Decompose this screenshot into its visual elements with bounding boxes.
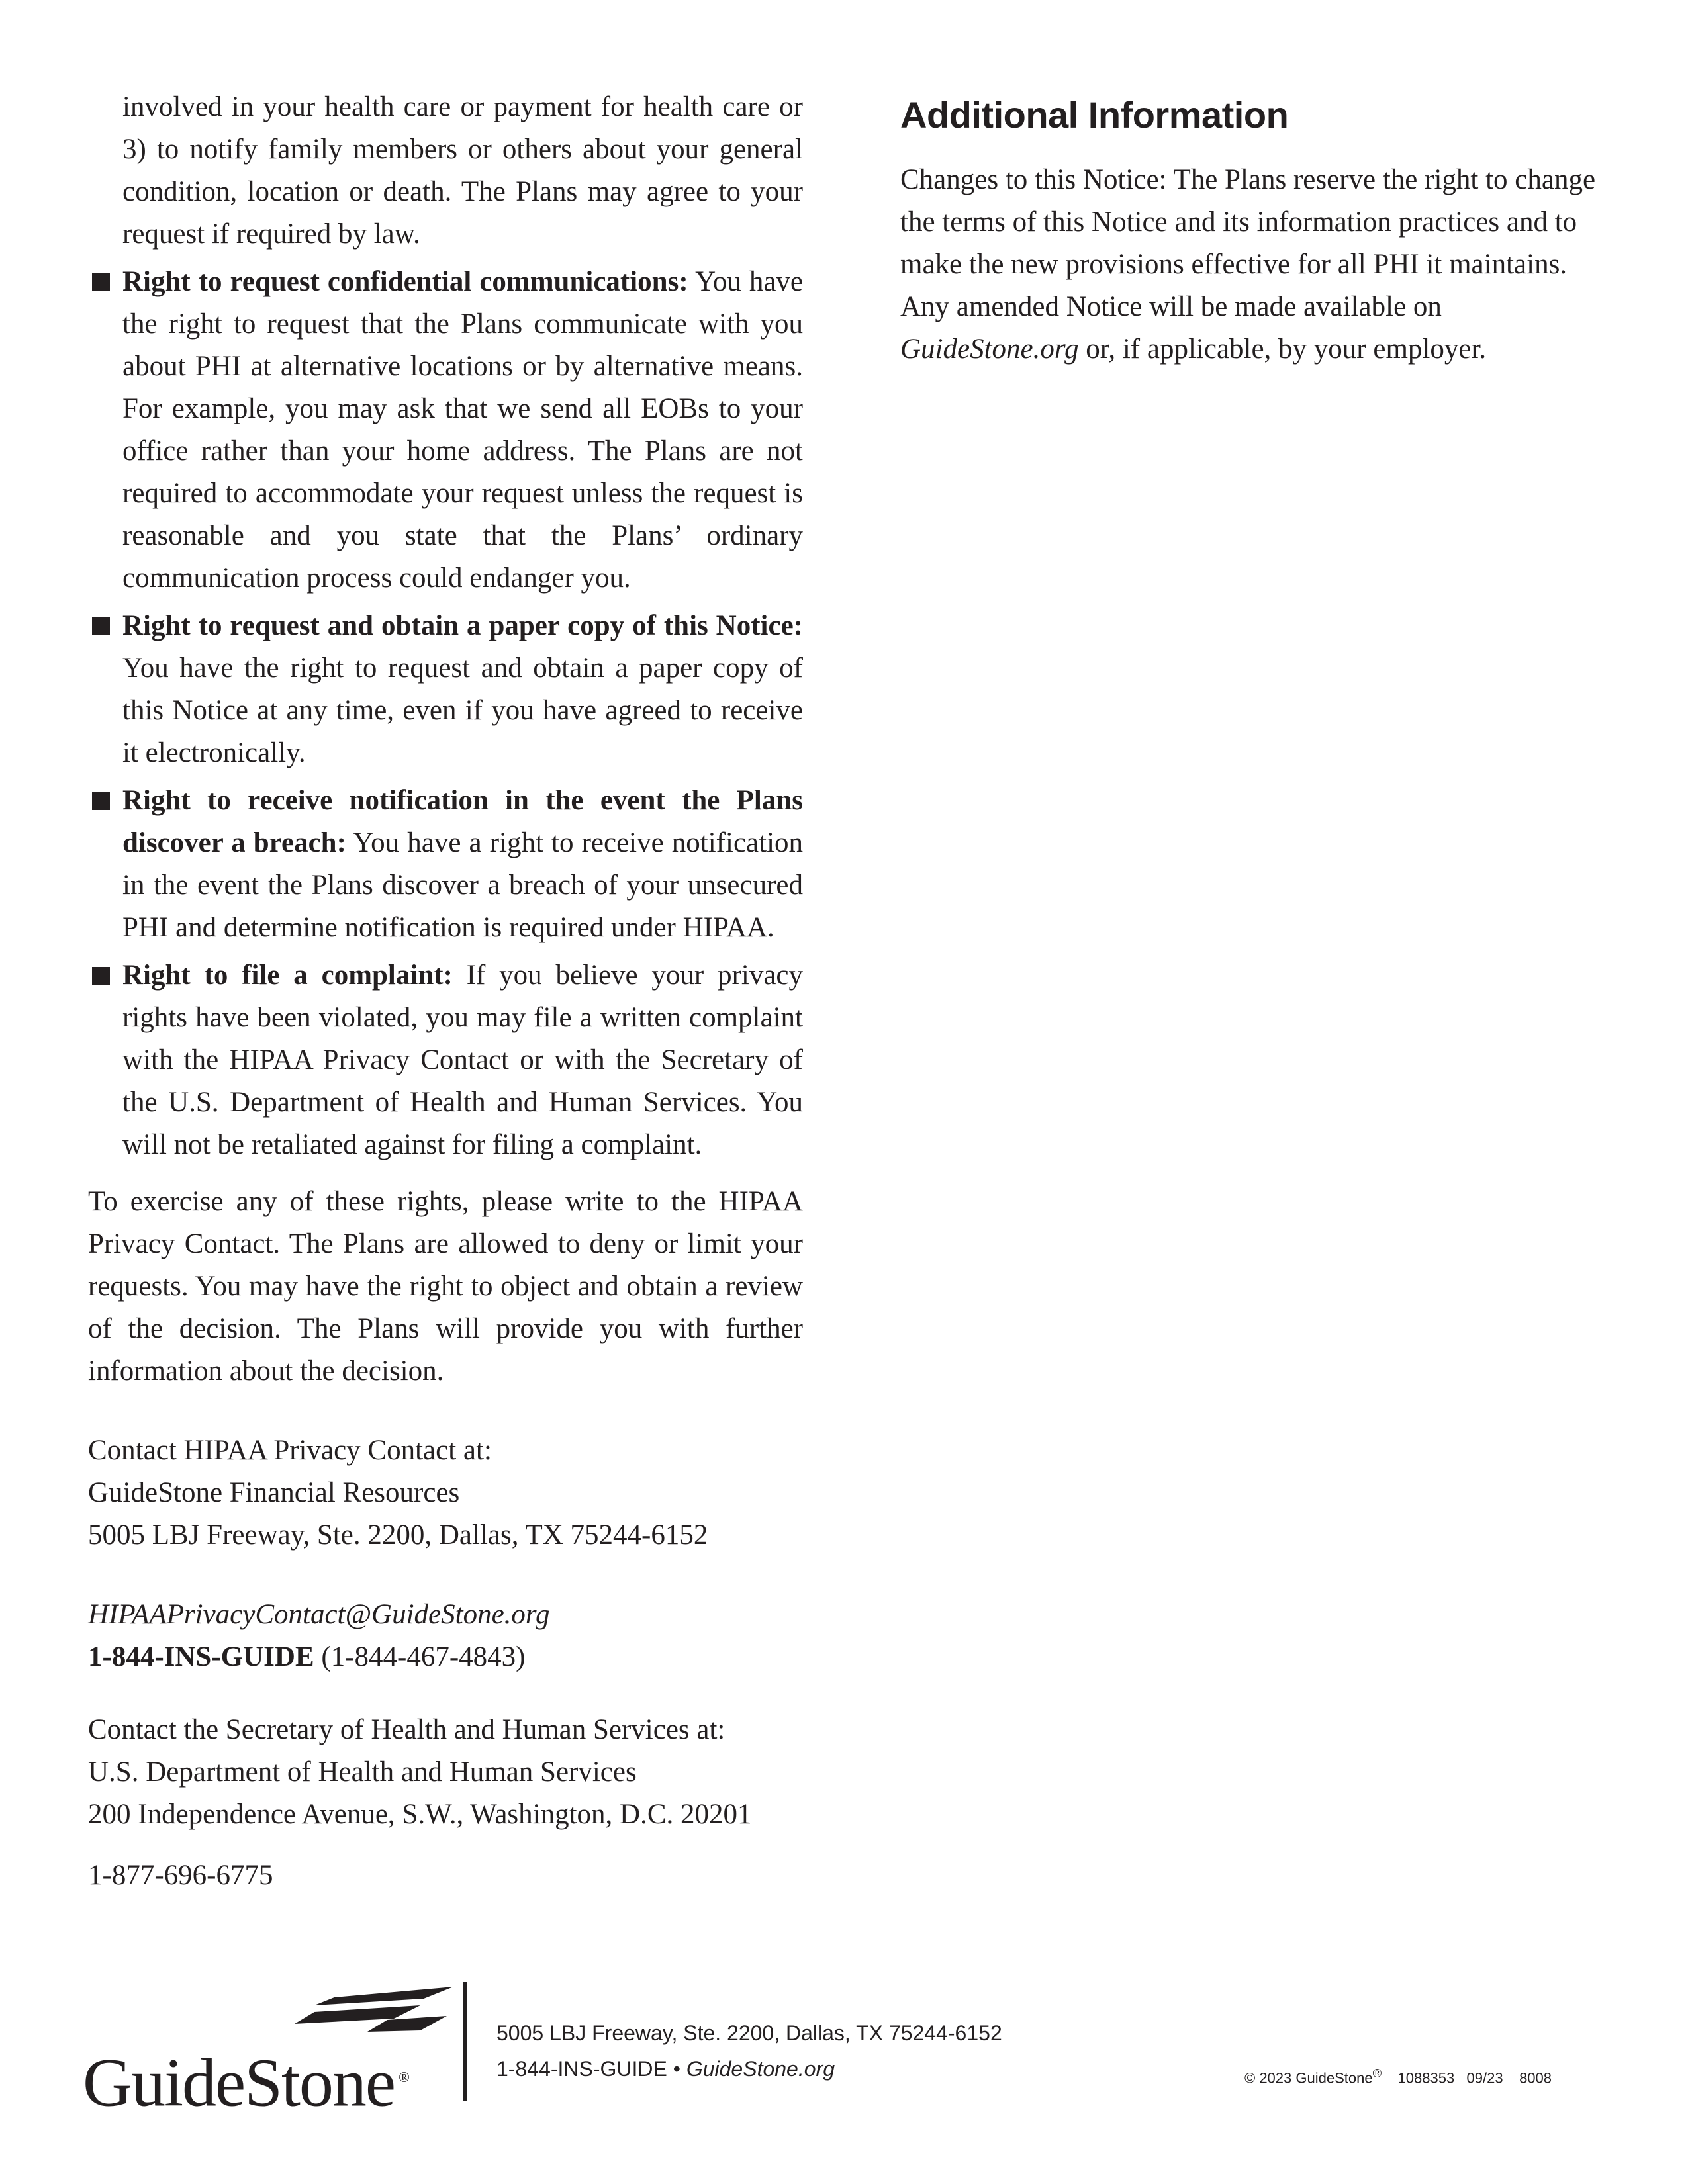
footer-address: 5005 LBJ Freeway, Ste. 2200, Dallas, TX 75244-6152 bbox=[496, 2021, 1002, 2045]
footer-contact bbox=[496, 2015, 1002, 2087]
privacy-contact-details bbox=[88, 1594, 803, 1678]
doc-code: 8008 bbox=[1519, 2070, 1552, 2087]
doc-date: 09/23 bbox=[1466, 2070, 1503, 2087]
footer-phone: 1-844-INS-GUIDE bbox=[496, 2057, 667, 2081]
copyright-registered: ® bbox=[1372, 2066, 1382, 2080]
privacy-contact-address: 5005 LBJ Freeway, Ste. 2200, Dallas, TX 75244-6152 bbox=[88, 1520, 708, 1551]
section-heading: Additional Information bbox=[900, 94, 1289, 136]
privacy-phone-bold: 1-844-INS-GUIDE bbox=[88, 1641, 314, 1672]
hhs-contact-block bbox=[88, 1709, 803, 1836]
left-column bbox=[88, 86, 803, 1897]
copyright: © 2023 GuideStone bbox=[1244, 2070, 1373, 2087]
additional-info-text-end: or, if applicable, by your employer. bbox=[1086, 334, 1487, 365]
privacy-contact-block bbox=[88, 1430, 803, 1557]
bullet-text: You have the right to request and obtain a paper copy of this Notice at any time, even if you have agreed to receive it electronically. bbox=[122, 653, 803, 768]
square-bullet-icon bbox=[92, 792, 110, 810]
bullet-title: Right to file a complaint: bbox=[122, 960, 453, 991]
bullet-text: You have a right to receive notification in the event the Plans discover a breach of your unsecured PHI and determine notification is required under HIPAA. bbox=[122, 827, 804, 943]
guidestone-logo bbox=[83, 1985, 453, 2121]
bullet-title: Right to request confidential communications: bbox=[122, 266, 688, 297]
list-item bbox=[88, 780, 803, 949]
privacy-contact-line: Contact HIPAA Privacy Contact at: bbox=[88, 1435, 492, 1466]
footer-website-link[interactable]: GuideStone.org bbox=[686, 2057, 835, 2081]
square-bullet-icon bbox=[92, 967, 110, 985]
list-item bbox=[88, 605, 803, 774]
hhs-phone: 1-877-696-6775 bbox=[88, 1860, 273, 1891]
list-item bbox=[88, 954, 803, 1166]
hhs-contact-line: Contact the Secretary of Health and Human Services at: bbox=[88, 1714, 726, 1745]
additional-info-text: Changes to this Notice: The Plans reserve the right to change the terms of this Notice and its information practices and to make the new provisions effective for all PHI it maintains. Any amended Notice will be made available on bbox=[900, 164, 1596, 322]
footer-divider bbox=[463, 1982, 467, 2101]
exercise-rights-paragraph: To exercise any of these rights, please write to the HIPAA Privacy Contact. The Plans are allowed to deny or limit your requests. You may have the right to object and obtain a review of the decision. The Plans will provide you with further information about the decision. bbox=[88, 1186, 803, 1387]
logo-wordmark: GuideStone bbox=[83, 2044, 395, 2121]
list-item bbox=[88, 261, 803, 600]
right-column bbox=[900, 86, 1602, 371]
square-bullet-icon bbox=[92, 273, 110, 291]
guidestone-link[interactable]: GuideStone.org bbox=[900, 334, 1079, 365]
hhs-contact-address: 200 Independence Avenue, S.W., Washington, D.C. 20201 bbox=[88, 1799, 752, 1830]
doc-number: 1088353 bbox=[1397, 2070, 1455, 2087]
bullet-text: You have the right to request that the Plans communicate with you about PHI at alternative locations or by alternative means. For example, you may ask that we send all EOBs to your office rather than your home address. The Plans are not required to accommodate your request unless the request is reasonable and you state that the Plans’ ordinary communication process could endanger you. bbox=[122, 266, 804, 594]
square-bullet-icon bbox=[92, 617, 110, 635]
intro-paragraph: involved in your health care or payment for health care or 3) to notify family members or others about your general condition, location or death. The Plans may agree to your request if required by law. bbox=[122, 91, 803, 250]
logo-mark-icon bbox=[288, 1985, 506, 2032]
additional-info-paragraph bbox=[900, 159, 1602, 371]
registered-mark: ® bbox=[399, 2069, 408, 2085]
privacy-contact-org: GuideStone Financial Resources bbox=[88, 1477, 460, 1508]
privacy-email-link[interactable]: HIPAAPrivacyContact@GuideStone.org bbox=[88, 1599, 550, 1630]
footer-separator: • bbox=[673, 2057, 680, 2081]
privacy-phone-numeric: (1-844-467-4843) bbox=[321, 1641, 526, 1672]
bullet-text: If you believe your privacy rights have been violated, you may file a written complaint with the HIPAA Privacy Contact or with the Secretary of the U.S. Department of Health and Human Services. You will not be retaliated against for filing a complaint. bbox=[122, 960, 804, 1160]
bullet-title: Right to request and obtain a paper copy of this Notice: bbox=[122, 610, 803, 641]
bullet-title: Right to receive notification in the event the Plans discover a breach: bbox=[122, 785, 803, 858]
footer-meta bbox=[1244, 2064, 1552, 2088]
hhs-contact-org: U.S. Department of Health and Human Services bbox=[88, 1756, 637, 1788]
